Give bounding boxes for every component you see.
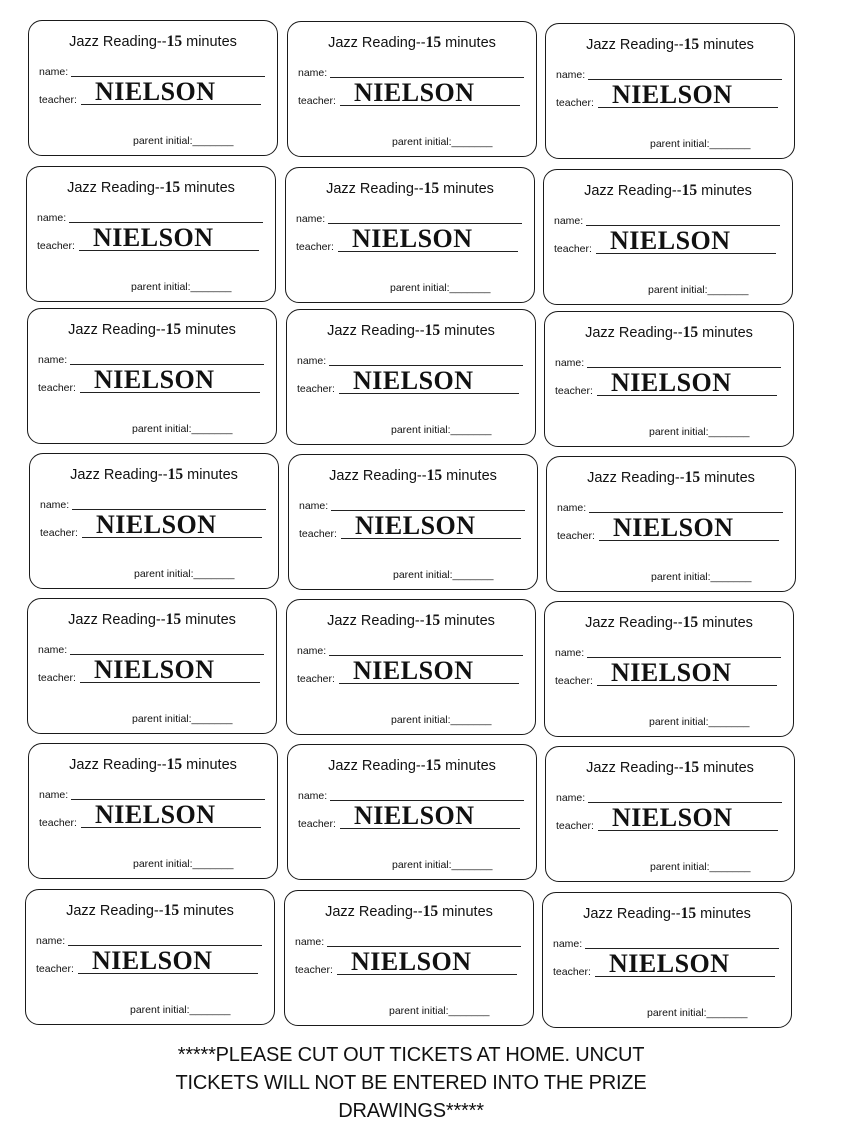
ticket-title-prefix: Jazz Reading-- bbox=[586, 37, 684, 53]
teacher-name-value: NIELSON bbox=[354, 78, 475, 107]
parent-initial-label: parent initial:_______ bbox=[648, 284, 749, 296]
parent-initial-label: parent initial:_______ bbox=[130, 1004, 231, 1016]
ticket-title bbox=[545, 614, 793, 632]
parent-initial-label: parent initial:_______ bbox=[650, 861, 751, 873]
ticket-title-minutes-number: 15 bbox=[167, 466, 184, 483]
parent-initial-label: parent initial:_______ bbox=[649, 426, 750, 438]
ticket-title bbox=[26, 902, 274, 920]
teacher-label: teacher: bbox=[554, 243, 592, 255]
teacher-name-value: NIELSON bbox=[355, 511, 476, 540]
teacher-label: teacher: bbox=[38, 382, 76, 394]
name-label: name: bbox=[557, 502, 587, 514]
ticket-title bbox=[28, 611, 276, 629]
teacher-name-value: NIELSON bbox=[609, 949, 730, 978]
name-label: name: bbox=[553, 938, 583, 950]
teacher-label: teacher: bbox=[555, 385, 593, 397]
ticket-title-prefix: Jazz Reading-- bbox=[69, 34, 167, 50]
ticket-title-prefix: Jazz Reading-- bbox=[70, 467, 168, 483]
teacher-name-value: NIELSON bbox=[612, 803, 733, 832]
name-label: name: bbox=[297, 355, 327, 367]
teacher-name-value: NIELSON bbox=[611, 368, 732, 397]
reading-ticket-r1-c2 bbox=[287, 21, 537, 157]
teacher-label: teacher: bbox=[295, 964, 333, 976]
ticket-title-suffix: minutes bbox=[441, 35, 496, 51]
teacher-label: teacher: bbox=[36, 963, 74, 975]
name-label: name: bbox=[40, 499, 70, 511]
ticket-title-prefix: Jazz Reading-- bbox=[69, 757, 167, 773]
ticket-title-suffix: minutes bbox=[183, 467, 238, 483]
ticket-title bbox=[543, 905, 791, 923]
parent-initial-label: parent initial:_______ bbox=[133, 135, 234, 147]
ticket-title-minutes-number: 15 bbox=[423, 180, 440, 197]
parent-initial-label: parent initial:_______ bbox=[390, 282, 491, 294]
parent-initial-label: parent initial:_______ bbox=[392, 859, 493, 871]
ticket-title-minutes-number: 15 bbox=[425, 34, 442, 51]
cut-out-notice bbox=[0, 1041, 822, 1125]
ticket-title-minutes-number: 15 bbox=[426, 467, 443, 484]
ticket-title-minutes-number: 15 bbox=[683, 759, 700, 776]
name-label: name: bbox=[298, 790, 328, 802]
ticket-title-suffix: minutes bbox=[180, 180, 235, 196]
ticket-title-minutes-number: 15 bbox=[165, 321, 182, 338]
reading-ticket-r7-c3 bbox=[542, 892, 792, 1028]
ticket-title-minutes-number: 15 bbox=[422, 903, 439, 920]
teacher-label: teacher: bbox=[37, 240, 75, 252]
ticket-title-suffix: minutes bbox=[439, 181, 494, 197]
ticket-title-prefix: Jazz Reading-- bbox=[68, 322, 166, 338]
reading-ticket-r7-c2 bbox=[284, 890, 534, 1026]
reading-ticket-r1-c3 bbox=[545, 23, 795, 159]
name-label: name: bbox=[38, 644, 68, 656]
name-label: name: bbox=[37, 212, 67, 224]
name-label: name: bbox=[298, 67, 328, 79]
reading-ticket-r2-c2 bbox=[285, 167, 535, 303]
ticket-title-prefix: Jazz Reading-- bbox=[67, 180, 165, 196]
parent-initial-label: parent initial:_______ bbox=[650, 138, 751, 150]
reading-ticket-r4-c3 bbox=[546, 456, 796, 592]
ticket-title-suffix: minutes bbox=[182, 34, 237, 50]
ticket-title-suffix: minutes bbox=[699, 37, 754, 53]
ticket-title-prefix: Jazz Reading-- bbox=[327, 613, 425, 629]
ticket-title-prefix: Jazz Reading-- bbox=[326, 181, 424, 197]
ticket-title-suffix: minutes bbox=[440, 613, 495, 629]
ticket-title bbox=[27, 179, 275, 197]
reading-ticket-r4-c1 bbox=[29, 453, 279, 589]
reading-ticket-r3-c3 bbox=[544, 311, 794, 447]
ticket-title-suffix: minutes bbox=[181, 612, 236, 628]
ticket-title bbox=[286, 180, 534, 198]
ticket-title bbox=[287, 322, 535, 340]
ticket-title bbox=[29, 756, 277, 774]
ticket-title-minutes-number: 15 bbox=[681, 182, 698, 199]
ticket-title-minutes-number: 15 bbox=[683, 36, 700, 53]
ticket-title-prefix: Jazz Reading-- bbox=[329, 468, 427, 484]
reading-ticket-r6-c3 bbox=[545, 746, 795, 882]
ticket-title bbox=[546, 36, 794, 54]
reading-ticket-r3-c1 bbox=[27, 308, 277, 444]
ticket-title-prefix: Jazz Reading-- bbox=[68, 612, 166, 628]
ticket-title bbox=[28, 321, 276, 339]
teacher-name-value: NIELSON bbox=[353, 366, 474, 395]
ticket-title bbox=[547, 469, 795, 487]
ticket-title bbox=[285, 903, 533, 921]
ticket-title-minutes-number: 15 bbox=[424, 612, 441, 629]
teacher-name-value: NIELSON bbox=[353, 656, 474, 685]
ticket-title bbox=[545, 324, 793, 342]
ticket-title-minutes-number: 15 bbox=[424, 322, 441, 339]
teacher-label: teacher: bbox=[39, 817, 77, 829]
teacher-label: teacher: bbox=[557, 530, 595, 542]
ticket-title bbox=[288, 34, 536, 52]
reading-ticket-r5-c1 bbox=[27, 598, 277, 734]
reading-ticket-r1-c1 bbox=[28, 20, 278, 156]
ticket-title-minutes-number: 15 bbox=[165, 611, 182, 628]
teacher-label: teacher: bbox=[296, 241, 334, 253]
ticket-title-suffix: minutes bbox=[179, 903, 234, 919]
name-label: name: bbox=[295, 936, 325, 948]
teacher-name-value: NIELSON bbox=[613, 513, 734, 542]
ticket-title-minutes-number: 15 bbox=[163, 902, 180, 919]
parent-initial-label: parent initial:_______ bbox=[389, 1005, 490, 1017]
teacher-label: teacher: bbox=[298, 95, 336, 107]
parent-initial-label: parent initial:_______ bbox=[649, 716, 750, 728]
ticket-title-suffix: minutes bbox=[441, 758, 496, 774]
ticket-title-prefix: Jazz Reading-- bbox=[327, 323, 425, 339]
ticket-title-minutes-number: 15 bbox=[164, 179, 181, 196]
ticket-title bbox=[289, 467, 537, 485]
teacher-label: teacher: bbox=[40, 527, 78, 539]
ticket-title-prefix: Jazz Reading-- bbox=[585, 615, 683, 631]
ticket-title-suffix: minutes bbox=[182, 757, 237, 773]
ticket-title-suffix: minutes bbox=[440, 323, 495, 339]
ticket-title-prefix: Jazz Reading-- bbox=[325, 904, 423, 920]
reading-ticket-r2-c3 bbox=[543, 169, 793, 305]
ticket-title-prefix: Jazz Reading-- bbox=[583, 906, 681, 922]
name-label: name: bbox=[296, 213, 326, 225]
ticket-title-prefix: Jazz Reading-- bbox=[584, 183, 682, 199]
parent-initial-label: parent initial:_______ bbox=[651, 571, 752, 583]
teacher-name-value: NIELSON bbox=[612, 80, 733, 109]
parent-initial-label: parent initial:_______ bbox=[391, 424, 492, 436]
notice-line-3: DRAWINGS***** bbox=[338, 1100, 484, 1122]
parent-initial-label: parent initial:_______ bbox=[131, 281, 232, 293]
parent-initial-label: parent initial:_______ bbox=[393, 569, 494, 581]
teacher-name-value: NIELSON bbox=[354, 801, 475, 830]
name-label: name: bbox=[297, 645, 327, 657]
reading-ticket-r7-c1 bbox=[25, 889, 275, 1025]
reading-ticket-r5-c3 bbox=[544, 601, 794, 737]
reading-ticket-r3-c2 bbox=[286, 309, 536, 445]
teacher-label: teacher: bbox=[299, 528, 337, 540]
teacher-name-value: NIELSON bbox=[94, 365, 215, 394]
ticket-title bbox=[544, 182, 792, 200]
ticket-title-minutes-number: 15 bbox=[425, 757, 442, 774]
reading-ticket-r4-c2 bbox=[288, 454, 538, 590]
name-label: name: bbox=[36, 935, 66, 947]
teacher-label: teacher: bbox=[298, 818, 336, 830]
teacher-name-value: NIELSON bbox=[610, 226, 731, 255]
ticket-title-suffix: minutes bbox=[181, 322, 236, 338]
ticket-title-suffix: minutes bbox=[698, 615, 753, 631]
parent-initial-label: parent initial:_______ bbox=[134, 568, 235, 580]
ticket-title-minutes-number: 15 bbox=[684, 469, 701, 486]
teacher-name-value: NIELSON bbox=[95, 800, 216, 829]
teacher-label: teacher: bbox=[297, 383, 335, 395]
teacher-name-value: NIELSON bbox=[92, 946, 213, 975]
teacher-name-value: NIELSON bbox=[93, 223, 214, 252]
ticket-title-minutes-number: 15 bbox=[682, 614, 699, 631]
teacher-label: teacher: bbox=[556, 97, 594, 109]
name-label: name: bbox=[39, 789, 69, 801]
reading-ticket-r5-c2 bbox=[286, 599, 536, 735]
name-label: name: bbox=[556, 69, 586, 81]
teacher-label: teacher: bbox=[38, 672, 76, 684]
teacher-label: teacher: bbox=[555, 675, 593, 687]
ticket-title bbox=[546, 759, 794, 777]
teacher-name-value: NIELSON bbox=[96, 510, 217, 539]
ticket-title bbox=[287, 612, 535, 630]
notice-line-2: TICKETS WILL NOT BE ENTERED INTO THE PRIZE bbox=[175, 1072, 647, 1094]
ticket-title-minutes-number: 15 bbox=[682, 324, 699, 341]
ticket-title bbox=[29, 33, 277, 51]
ticket-title-suffix: minutes bbox=[699, 760, 754, 776]
notice-line-1: *****PLEASE CUT OUT TICKETS AT HOME. UNCUT bbox=[177, 1044, 645, 1066]
name-label: name: bbox=[556, 792, 586, 804]
ticket-title-prefix: Jazz Reading-- bbox=[586, 760, 684, 776]
teacher-name-value: NIELSON bbox=[95, 77, 216, 106]
ticket-title bbox=[30, 466, 278, 484]
name-label: name: bbox=[38, 354, 68, 366]
ticket-title-suffix: minutes bbox=[442, 468, 497, 484]
ticket-title-minutes-number: 15 bbox=[680, 905, 697, 922]
ticket-title-prefix: Jazz Reading-- bbox=[66, 903, 164, 919]
teacher-label: teacher: bbox=[556, 820, 594, 832]
teacher-name-value: NIELSON bbox=[351, 947, 472, 976]
name-label: name: bbox=[299, 500, 329, 512]
ticket-title-prefix: Jazz Reading-- bbox=[587, 470, 685, 486]
teacher-name-value: NIELSON bbox=[611, 658, 732, 687]
teacher-label: teacher: bbox=[39, 94, 77, 106]
ticket-title-minutes-number: 15 bbox=[166, 33, 183, 50]
ticket-title-suffix: minutes bbox=[438, 904, 493, 920]
name-label: name: bbox=[39, 66, 69, 78]
parent-initial-label: parent initial:_______ bbox=[391, 714, 492, 726]
teacher-name-value: NIELSON bbox=[352, 224, 473, 253]
ticket-title-prefix: Jazz Reading-- bbox=[328, 758, 426, 774]
ticket-title-prefix: Jazz Reading-- bbox=[328, 35, 426, 51]
teacher-label: teacher: bbox=[553, 966, 591, 978]
parent-initial-label: parent initial:_______ bbox=[392, 136, 493, 148]
ticket-title-suffix: minutes bbox=[700, 470, 755, 486]
ticket-title-suffix: minutes bbox=[696, 906, 751, 922]
parent-initial-label: parent initial:_______ bbox=[647, 1007, 748, 1019]
reading-ticket-r6-c2 bbox=[287, 744, 537, 880]
parent-initial-label: parent initial:_______ bbox=[132, 423, 233, 435]
name-label: name: bbox=[554, 215, 584, 227]
teacher-name-value: NIELSON bbox=[94, 655, 215, 684]
name-label: name: bbox=[555, 357, 585, 369]
ticket-title-minutes-number: 15 bbox=[166, 756, 183, 773]
reading-ticket-r2-c1 bbox=[26, 166, 276, 302]
ticket-title-suffix: minutes bbox=[698, 325, 753, 341]
parent-initial-label: parent initial:_______ bbox=[133, 858, 234, 870]
name-label: name: bbox=[555, 647, 585, 659]
ticket-title bbox=[288, 757, 536, 775]
reading-ticket-r6-c1 bbox=[28, 743, 278, 879]
ticket-title-suffix: minutes bbox=[697, 183, 752, 199]
teacher-label: teacher: bbox=[297, 673, 335, 685]
parent-initial-label: parent initial:_______ bbox=[132, 713, 233, 725]
ticket-title-prefix: Jazz Reading-- bbox=[585, 325, 683, 341]
